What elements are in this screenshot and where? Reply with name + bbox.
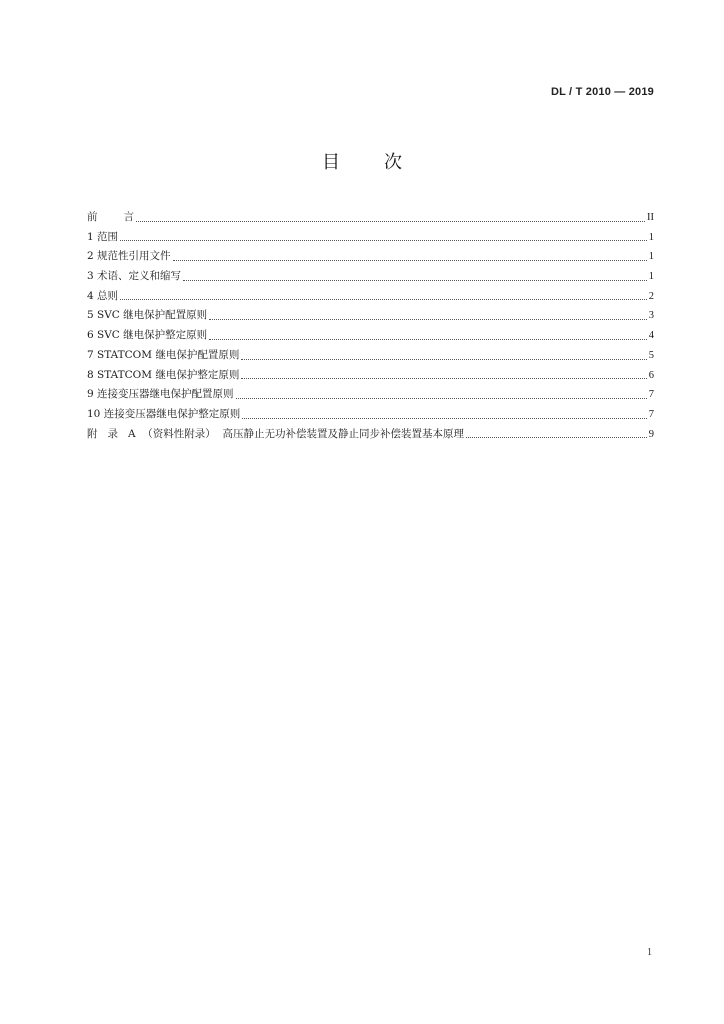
toc-entry-page: 1 [648, 271, 654, 283]
toc-entry-label: 前 言 [87, 211, 134, 223]
toc-entry-page: 3 [648, 310, 654, 322]
leader-dots [241, 358, 646, 360]
leader-dots [209, 338, 647, 340]
toc-entry-page: 5 [648, 349, 654, 361]
toc-entry-label: 附 录 A （资料性附录） 高压静止无功补偿装置及静止同步补偿装置基本原理 [87, 427, 464, 440]
document-code: DL / T 2010 — 2019 [550, 86, 654, 98]
leader-dots [120, 298, 647, 300]
toc-entry-label: 10 连接变压器继电保护整定原则 [87, 407, 241, 420]
toc-entry-label: 5 SVC 继电保护配置原则 [87, 309, 208, 322]
leader-dots [173, 259, 647, 261]
toc-entry-page: 4 [648, 330, 654, 342]
toc-entry-page: 9 [648, 428, 654, 440]
toc-entry-page: 2 [648, 290, 654, 302]
leader-dots [209, 318, 647, 320]
toc-entry[interactable] [87, 307, 654, 327]
toc-entry-label: 2 规范性引用文件 [87, 250, 171, 263]
leader-dots [241, 377, 646, 379]
toc-entry[interactable] [87, 229, 654, 249]
leader-dots [242, 417, 647, 419]
page-number: 1 [647, 947, 652, 958]
toc-entry-label: 3 术语、定义和缩写 [87, 270, 182, 283]
toc-entry-page: 1 [648, 231, 654, 243]
toc-entry[interactable] [87, 406, 654, 426]
leader-dots [236, 397, 647, 399]
toc-entry-page: 1 [648, 251, 654, 263]
toc-entry-label: 1 范围 [87, 230, 119, 243]
toc-entry-page: 7 [648, 408, 654, 420]
title-char-1: 目 [322, 152, 340, 173]
leader-dots [136, 220, 645, 222]
toc-entry[interactable] [87, 248, 654, 268]
leader-dots [120, 239, 647, 241]
toc-entry-preface[interactable] [87, 209, 654, 229]
table-of-contents [87, 209, 654, 445]
toc-entry-label: 7 STATCOM 继电保护配置原则 [87, 348, 240, 361]
toc-entry[interactable] [87, 288, 654, 308]
leader-dots [466, 436, 647, 438]
page-title [0, 148, 724, 174]
toc-entry[interactable] [87, 386, 654, 406]
leader-dots [183, 279, 647, 281]
toc-entry[interactable] [87, 268, 654, 288]
toc-entry-label: 8 STATCOM 继电保护整定原则 [87, 368, 240, 381]
toc-entry[interactable] [87, 327, 654, 347]
toc-entry[interactable] [87, 347, 654, 367]
toc-entry-label: 6 SVC 继电保护整定原则 [87, 329, 208, 342]
toc-entry-page: II [647, 212, 654, 223]
toc-entry-appendix-a[interactable] [87, 426, 654, 446]
toc-entry-page: 6 [648, 369, 654, 381]
title-char-2: 次 [384, 152, 402, 173]
toc-entry-label: 4 总则 [87, 289, 119, 302]
toc-entry[interactable] [87, 367, 654, 387]
toc-entry-label: 9 连接变压器继电保护配置原则 [87, 388, 234, 401]
toc-entry-page: 7 [648, 389, 654, 401]
